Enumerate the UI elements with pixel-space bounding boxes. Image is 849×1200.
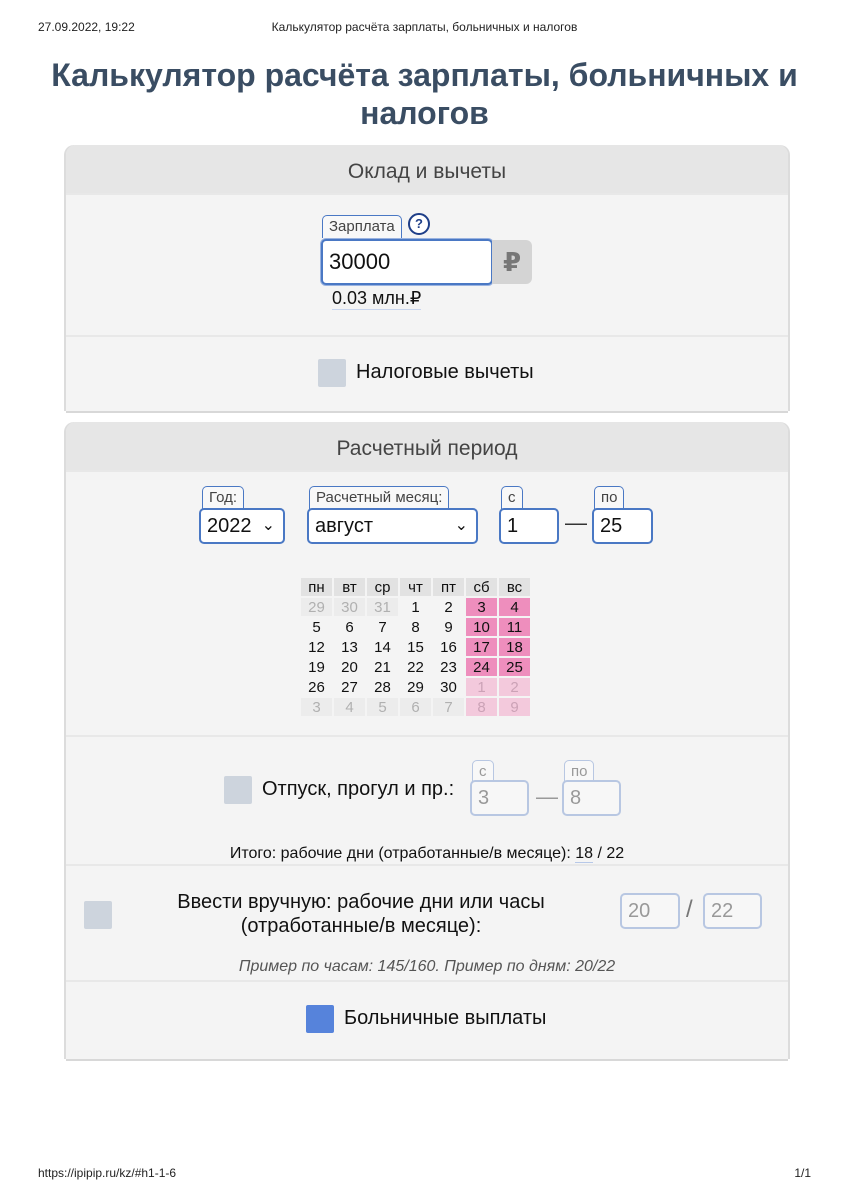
calendar-day: 5 [301,618,332,636]
calendar-week [301,638,530,656]
sick-checkbox[interactable] [306,1005,334,1033]
calendar-week [301,598,530,616]
vacation-from-label: с [472,760,494,783]
calendar-day: 22 [400,658,431,676]
divider [66,470,788,472]
divider [66,735,788,737]
manual-worked-input[interactable]: 20 [620,893,680,929]
salary-label: Зарплата [322,215,402,238]
working-days-total [66,845,788,863]
calendar-day: 8 [466,698,497,716]
divider [66,335,788,337]
print-footer [38,1166,811,1180]
manual-checkbox[interactable] [84,901,112,929]
calendar-weekday-row [301,578,530,596]
print-doc-title: Калькулятор расчёта зарплаты, больничных и налогов [271,20,578,34]
calendar-day: 6 [334,618,365,636]
range-dash: — [565,510,587,535]
manual-month-input[interactable]: 22 [703,893,762,929]
month-label: Расчетный месяц: [309,486,449,509]
weekday-header: вт [334,578,365,596]
calendar-day: 14 [367,638,398,656]
calendar-week [301,618,530,636]
period-panel [66,422,788,1059]
page-title: Калькулятор расчёта зарплаты, больничных и налогов [51,57,798,131]
weekday-header: пн [301,578,332,596]
manual-label-line1: Ввести вручную: рабочие дни или часы [177,891,545,913]
weekday-header: вс [499,578,530,596]
calendar-day: 4 [334,698,365,716]
total-month: 22 [606,845,625,862]
calendar-day: 13 [334,638,365,656]
vacation-to-label: по [564,760,594,783]
sick-label: Больничные выплаты [344,1007,547,1029]
deductions-checkbox[interactable] [318,359,346,387]
calendar-week [301,678,530,696]
calendar-day: 1 [400,598,431,616]
ruble-icon: ₽ [492,240,532,284]
vacation-dash: — [536,784,558,809]
print-datetime: 27.09.2022, 19:22 [38,20,135,34]
total-label: Итого: рабочие дни (отработанные/в месяце): [229,845,571,862]
chevron-down-icon: ⌄ [261,517,275,534]
from-label: с [501,486,523,509]
vacation-label: Отпуск, прогул и пр.: [262,778,455,800]
calendar-week [301,658,530,676]
calendar-day: 30 [433,678,464,696]
weekday-header: чт [400,578,431,596]
calendar-day: 9 [433,618,464,636]
calendar-day: 3 [466,598,497,616]
manual-label [166,890,556,938]
calendar-day: 6 [400,698,431,716]
calendar-day: 27 [334,678,365,696]
calendar-day: 7 [367,618,398,636]
calendar-day: 12 [301,638,332,656]
calendar-week [301,698,530,716]
calendar-day: 30 [334,598,365,616]
calendar-day: 2 [433,598,464,616]
calendar-day: 26 [301,678,332,696]
calendar-day: 17 [466,638,497,656]
calendar-day: 16 [433,638,464,656]
calendar-day: 28 [367,678,398,696]
calendar-day: 5 [367,698,398,716]
chevron-down-icon: ⌄ [454,517,468,534]
year-label: Год: [202,486,244,509]
calendar [299,576,532,718]
calendar-day: 31 [367,598,398,616]
calendar-day: 20 [334,658,365,676]
total-sep: / [597,845,602,862]
year-value: 2022 [207,515,252,537]
month-value: август [315,515,373,537]
period-panel-header: Расчетный период [66,422,788,470]
divider [66,864,788,866]
calendar-day: 2 [499,678,530,696]
calendar-day: 23 [433,658,464,676]
calendar-day: 8 [400,618,431,636]
deductions-label: Налоговые вычеты [356,361,534,383]
calendar-day: 10 [466,618,497,636]
calendar-day: 24 [466,658,497,676]
calendar-day: 15 [400,638,431,656]
print-url: https://ipipip.ru/kz/#h1-1-6 [38,1166,177,1180]
calendar-day: 4 [499,598,530,616]
vacation-to-input[interactable]: 8 [562,780,621,816]
manual-example: Пример по часам: 145/160. Пример по дням: 20/22 [238,958,616,975]
help-icon[interactable]: ? [408,213,430,235]
salary-input[interactable]: 30000 [321,239,493,285]
calendar-day: 7 [433,698,464,716]
month-select[interactable] [307,508,478,544]
calendar-day: 29 [400,678,431,696]
divider [66,980,788,982]
salary-panel [66,145,788,411]
print-page-count: 1/1 [794,1166,811,1180]
vacation-from-input[interactable]: 3 [470,780,529,816]
divider [66,193,788,195]
weekday-header: пт [433,578,464,596]
salary-panel-header: Оклад и вычеты [66,145,788,193]
calendar-day: 21 [367,658,398,676]
calendar-day: 11 [499,618,530,636]
calendar-day: 25 [499,658,530,676]
calendar-day: 18 [499,638,530,656]
from-input[interactable]: 1 [499,508,559,544]
to-label: по [594,486,624,509]
weekday-header: сб [466,578,497,596]
calendar-day: 19 [301,658,332,676]
calendar-day: 9 [499,698,530,716]
to-input[interactable]: 25 [592,508,653,544]
calendar-day: 3 [301,698,332,716]
total-worked: 18 [575,845,594,862]
salary-hint: 0.03 млн.₽ [332,288,422,308]
calendar-day: 29 [301,598,332,616]
manual-sep: / [686,896,693,923]
calendar-day: 1 [466,678,497,696]
weekday-header: ср [367,578,398,596]
year-select[interactable] [199,508,285,544]
manual-label-line2: (отработанные/в месяце): [240,915,482,937]
vacation-checkbox[interactable] [224,776,252,804]
